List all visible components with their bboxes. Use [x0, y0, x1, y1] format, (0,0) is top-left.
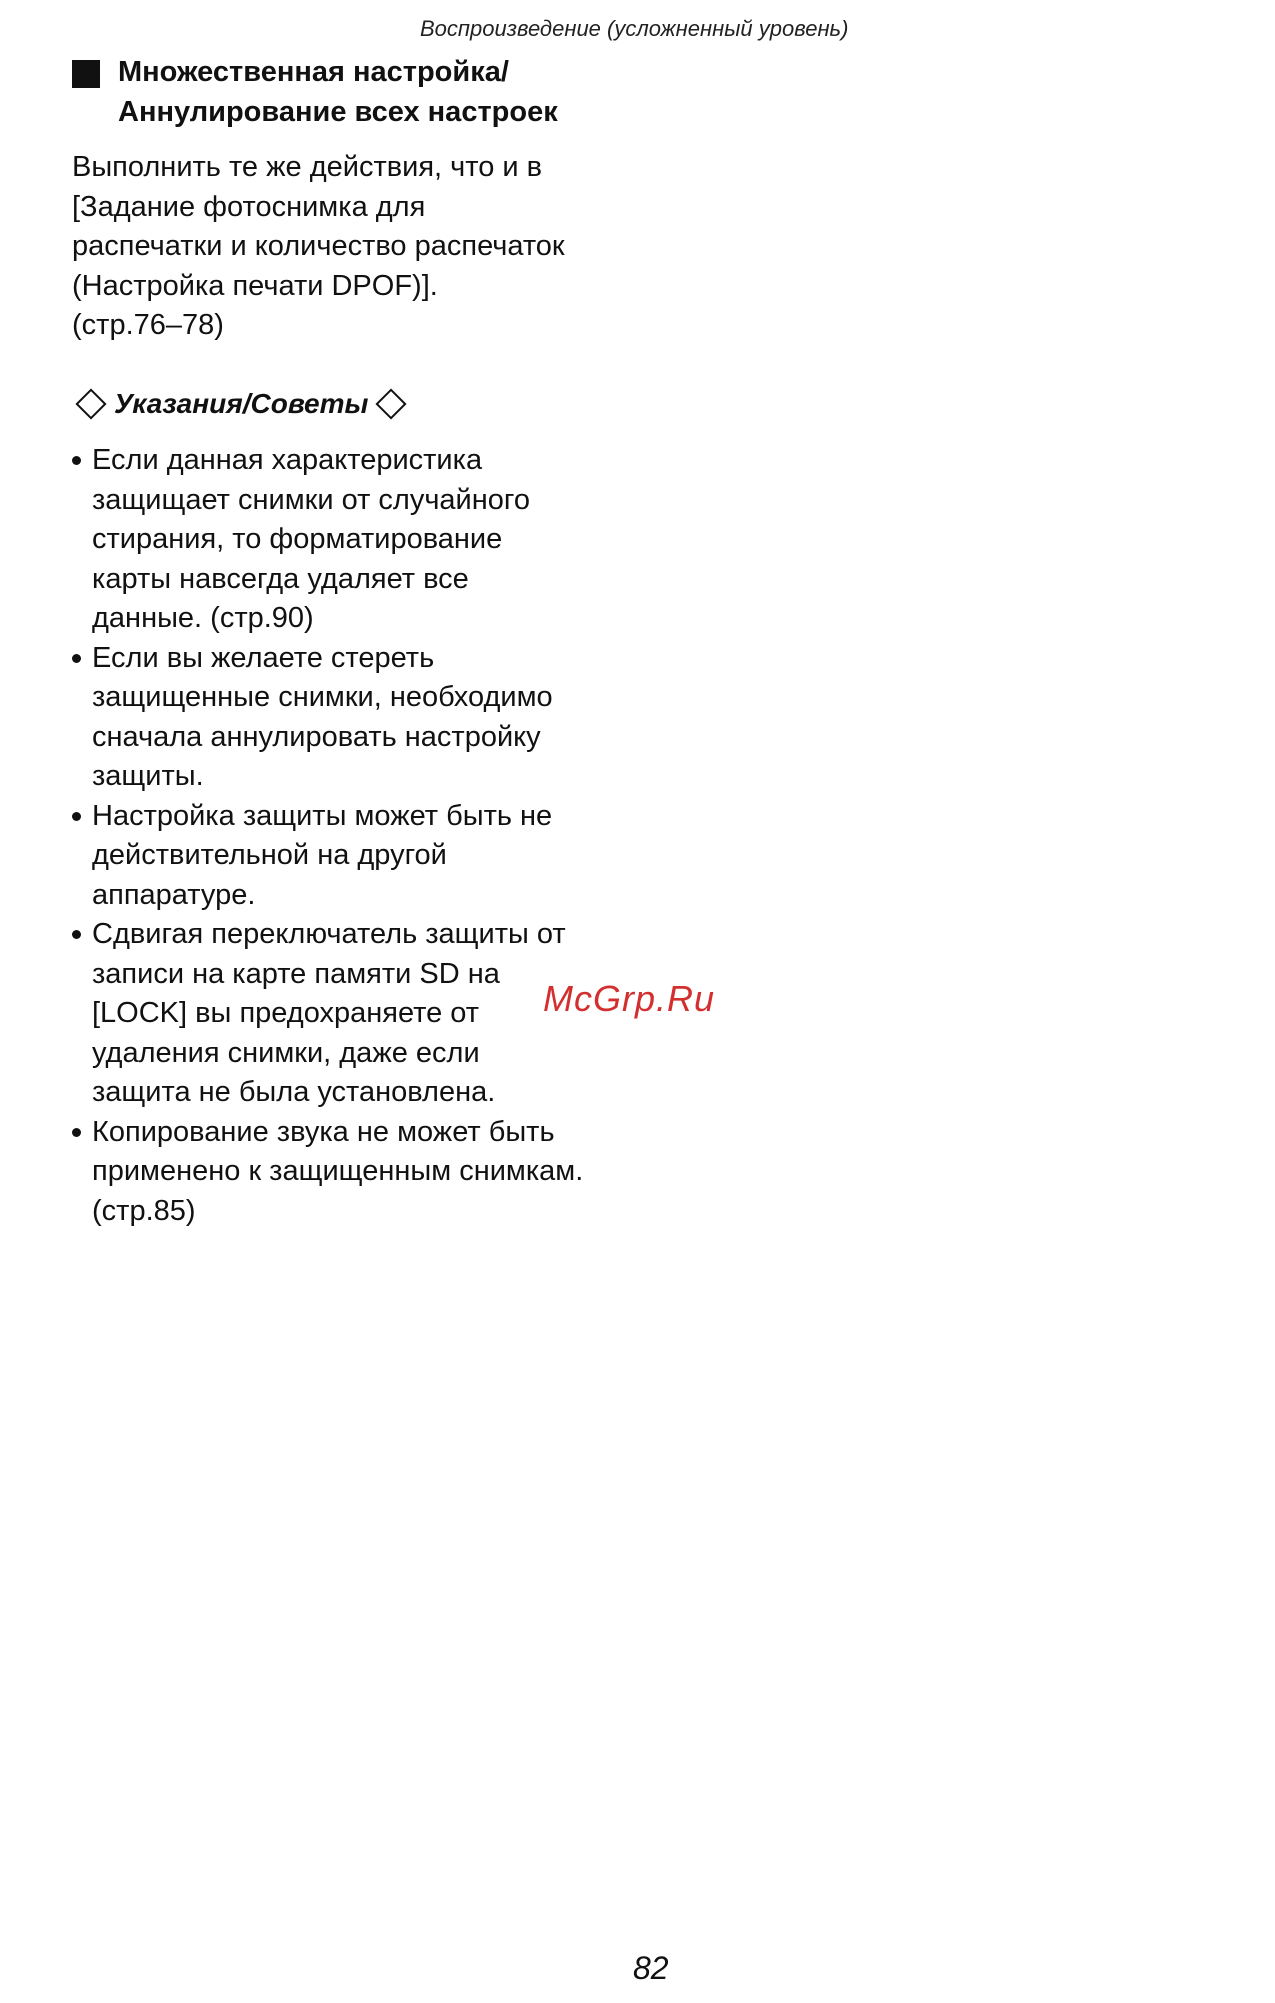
tips-title: Указания/Советы [114, 388, 369, 419]
section-heading [72, 52, 692, 132]
black-square-icon [72, 60, 100, 88]
tip-line: защита не была установлена. [92, 1076, 496, 1108]
tip-line: [LOCK] вы предохраняете от [92, 997, 480, 1029]
tips-list [72, 441, 692, 1231]
tip-line: защищенные снимки, необходимо [92, 681, 553, 713]
tip-line: удаления снимки, даже если [92, 1036, 480, 1069]
heading-line-1: Множественная настройка/ [118, 56, 509, 88]
tip-line: записи на карте памяти SD на [92, 957, 500, 990]
tip-line: защиты. [92, 760, 204, 792]
tip-line: аппаратуре. [92, 878, 256, 911]
tip-line: применено к защищенным снимкам. [92, 1155, 584, 1187]
diamond-outline-icon [376, 388, 407, 419]
intro-line: распечатки и количество распечаток [72, 230, 565, 262]
bullet-dot-icon [72, 654, 81, 663]
intro-line: Выполнить те же действия, что и в [72, 151, 543, 183]
tip-line: данные. (стр.90) [92, 602, 314, 634]
tip-line: защищает снимки от случайного [92, 483, 530, 516]
tip-line: Копирование звука не может быть [92, 1115, 555, 1148]
tip-line: карты навсегда удаляет все [92, 562, 469, 595]
page-number: 82 [633, 1950, 669, 1986]
intro-paragraph [72, 148, 672, 346]
tip-line: Если данная характеристика [92, 444, 483, 476]
tip-line: Сдвигая переключатель защиты от [92, 918, 566, 950]
list-item [72, 441, 692, 639]
intro-line: (Настройка печати DPOF)]. [72, 269, 438, 302]
bullet-dot-icon [72, 456, 81, 465]
running-header: Воспроизведение (усложненный уровень) [420, 16, 849, 41]
intro-line: [Задание фотоснимка для [72, 190, 426, 223]
diamond-outline-icon [75, 388, 106, 419]
bullet-dot-icon [72, 812, 81, 821]
heading-line-2: Аннулирование всех настроек [118, 96, 558, 128]
tip-line: сначала аннулировать настройку [92, 720, 541, 753]
tip-line: (стр.85) [92, 1194, 196, 1227]
tip-line: Настройка защиты может быть не [92, 799, 553, 832]
watermark: McGrp.Ru [543, 978, 716, 1019]
list-item [72, 1113, 692, 1232]
list-item [72, 797, 692, 916]
intro-line: (стр.76–78) [72, 309, 224, 341]
tips-heading [72, 388, 410, 420]
bullet-dot-icon [72, 1128, 81, 1137]
tip-line: Если вы желаете стереть [92, 641, 435, 674]
tip-line: стирания, то форматирование [92, 523, 503, 555]
bullet-dot-icon [72, 930, 81, 939]
list-item [72, 639, 692, 797]
tip-line: действительной на другой [92, 839, 447, 871]
